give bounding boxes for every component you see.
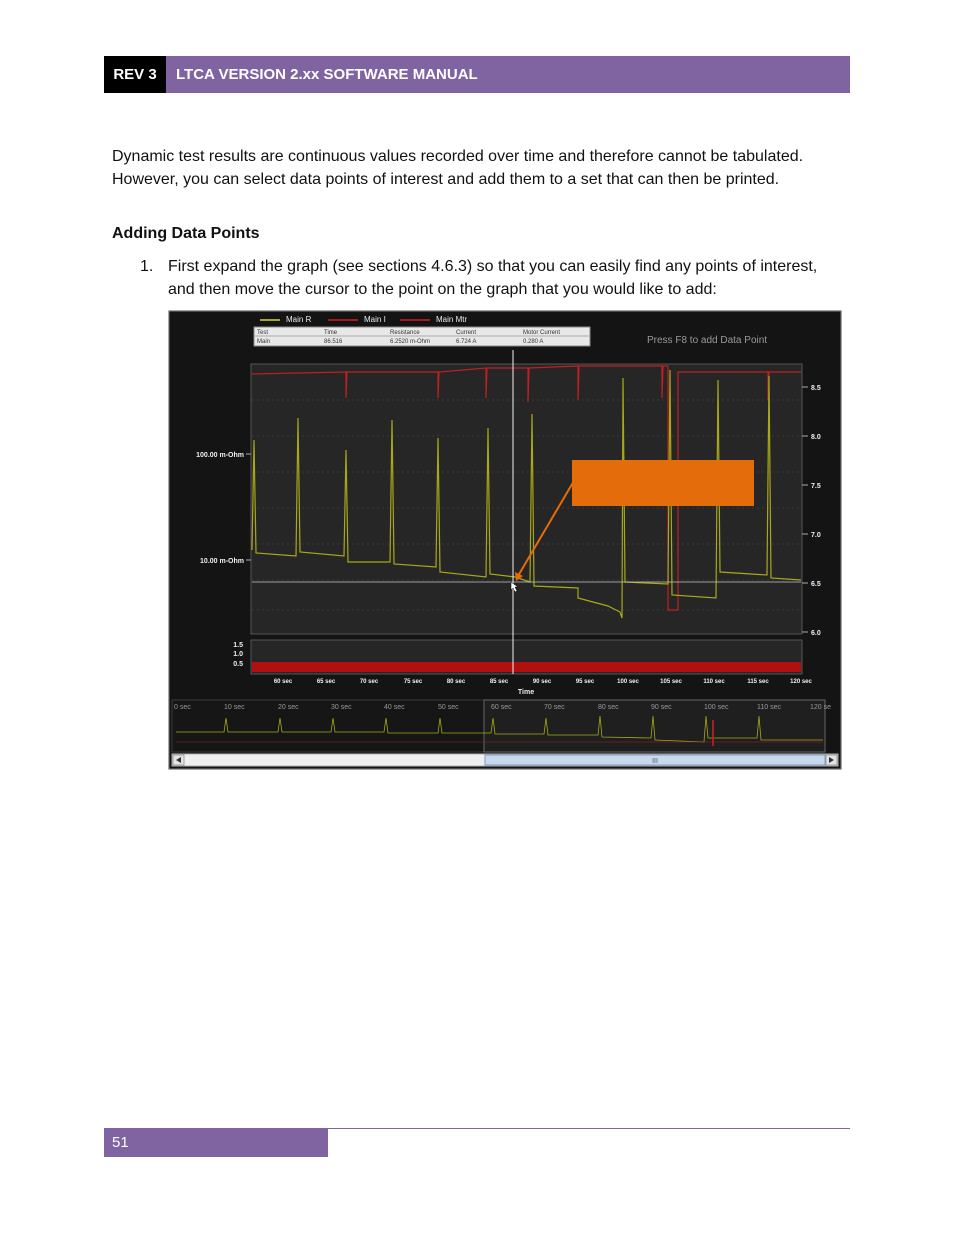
overview-tick-50: 50 sec: [438, 704, 459, 711]
table-header-resistance: Resistance: [390, 330, 420, 336]
motor-tick-1-0: 1.0: [233, 651, 243, 658]
overview-tick-100: 100 sec: [704, 704, 729, 711]
table-header-motor-current: Motor Current: [523, 330, 561, 336]
scroll-grip-icon: III: [652, 758, 658, 765]
motor-tick-1-5: 1.5: [233, 642, 243, 649]
x-tick-105: 105 sec: [660, 679, 682, 685]
overview-tick-0: 0 sec: [174, 704, 191, 711]
x-tick-115: 115 sec: [747, 679, 769, 685]
legend-main-r: Main R: [286, 315, 312, 324]
header-title: LTCA VERSION 2.xx SOFTWARE MANUAL: [166, 56, 850, 93]
x-tick-90: 90 sec: [532, 679, 552, 685]
left-label-100: 100.00 m-Ohm: [196, 452, 244, 459]
step-text: First expand the graph (see sections 4.6.3) so that you can easily find any points of interest, and then move the cursor to the point on the graph that you would like to add:: [168, 258, 818, 298]
overview-tick-120: 120 se: [810, 704, 832, 711]
overview-tick-110: 110 sec: [757, 704, 781, 711]
table-cell-current: 6.724 A: [456, 339, 477, 345]
overview-tick-60: 60 sec: [491, 704, 512, 711]
x-tick-85: 85 sec: [489, 679, 509, 685]
step-number: 1.: [140, 258, 154, 275]
page-number: 51: [104, 1128, 328, 1157]
right-tick-8-5: 8.5: [811, 385, 821, 392]
callout-box: [572, 460, 754, 506]
table-cell-test: Main: [257, 339, 271, 345]
intro-paragraph: Dynamic test results are continuous values recorded over time and therefore cannot be tabulated. However, you can select data points of interest and add them to a set that can then be printed.: [112, 148, 804, 188]
table-cell-time: 86.516: [324, 339, 343, 345]
x-tick-100: 100 sec: [617, 679, 639, 685]
table-header-time: Time: [324, 330, 338, 336]
motor-tick-0-5: 0.5: [233, 661, 243, 668]
overview-tick-20: 20 sec: [278, 704, 299, 711]
legend-main-mtr: Main Mtr: [436, 315, 468, 324]
overview-tick-70: 70 sec: [544, 704, 565, 711]
section-title: Adding Data Points: [112, 225, 260, 242]
left-label-10: 10.00 m-Ohm: [200, 558, 244, 565]
x-axis-label: Time: [517, 689, 535, 696]
table-cell-resistance: 6.2520 m-Ohm: [390, 339, 431, 345]
overview-tick-90: 90 sec: [651, 704, 672, 711]
hint-text: Press F8 to add Data Point: [647, 335, 768, 346]
right-tick-7-5: 7.5: [811, 483, 821, 490]
x-tick-95: 95 sec: [575, 679, 595, 685]
table-header-test: Test: [257, 330, 269, 336]
overview-tick-80: 80 sec: [598, 704, 619, 711]
graph-screenshot: [168, 310, 842, 770]
x-tick-70: 70 sec: [359, 679, 379, 685]
x-tick-120: 120 sec: [790, 679, 812, 685]
x-tick-110: 110 sec: [703, 679, 725, 685]
right-tick-6-5: 6.5: [811, 581, 821, 588]
table-header-current: Current: [456, 330, 477, 336]
x-tick-65: 65 sec: [316, 679, 336, 685]
x-tick-75: 75 sec: [403, 679, 423, 685]
overview-tick-40: 40 sec: [384, 704, 405, 711]
overview-tick-10: 10 sec: [224, 704, 245, 711]
header-rev: REV 3: [104, 56, 166, 93]
right-tick-6-0: 6.0: [811, 630, 821, 637]
overview-tick-30: 30 sec: [331, 704, 352, 711]
right-tick-7-0: 7.0: [811, 532, 821, 539]
legend-main-i: Main I: [364, 315, 386, 324]
right-tick-8-0: 8.0: [811, 434, 821, 441]
table-cell-motor-current: 0.280 A: [523, 339, 544, 345]
x-tick-80: 80 sec: [446, 679, 466, 685]
x-tick-60: 60 sec: [273, 679, 293, 685]
